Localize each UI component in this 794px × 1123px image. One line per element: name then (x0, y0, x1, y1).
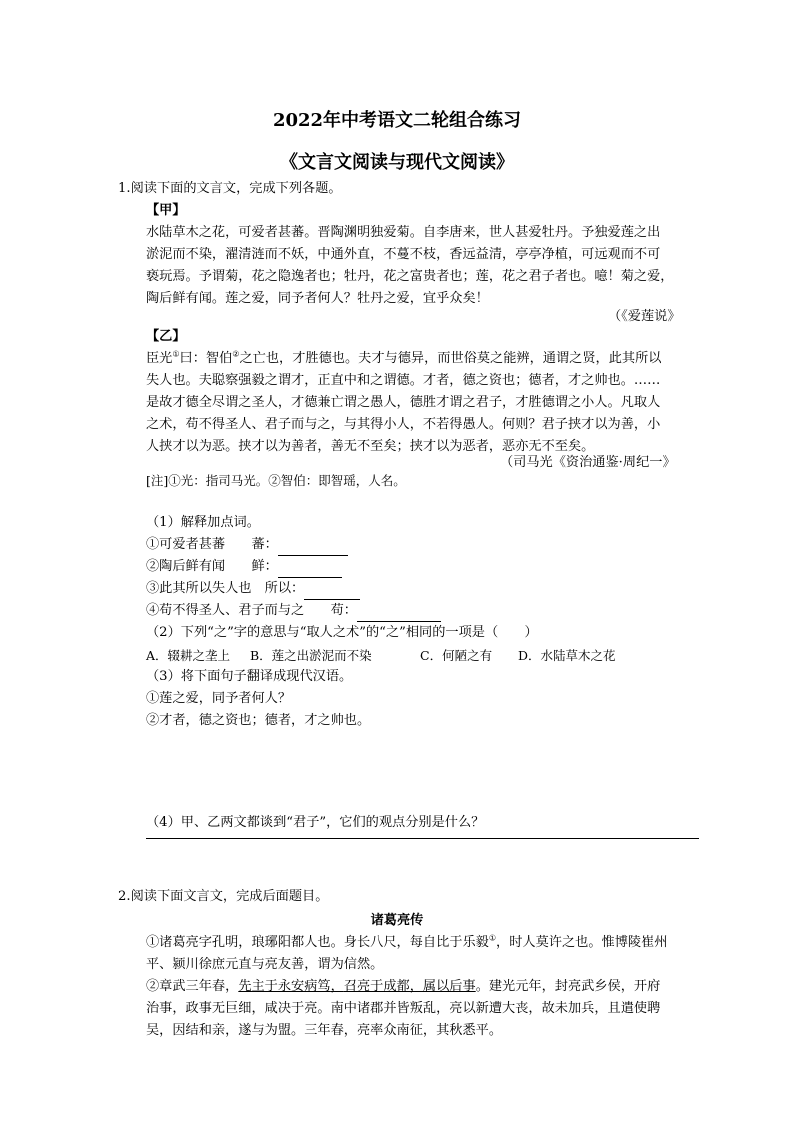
sub3-item: ②才者，德之资也；德者，才之帅也。 (146, 713, 371, 728)
yi-line-1 (146, 348, 661, 370)
footnote-marker: ① (172, 349, 180, 359)
option[interactable]: C．何陋之有 (420, 648, 493, 663)
option[interactable]: B．莲之出淤泥而不染 (250, 648, 372, 663)
jia-line: 亵玩焉。予谓菊，花之隐逸者也；牡丹，花之富贵者也；莲，花之君子者也。噫！菊之爱， (146, 269, 674, 284)
underlined-phrase: 先主于永安病笃 (238, 979, 331, 994)
document-subtitle: 《文言文阅读与现代文阅读》 (280, 152, 514, 173)
passage-title: 诸葛亮传 (370, 913, 424, 928)
sub1-item (146, 578, 360, 600)
q1-prompt: 1.阅读下面的文言文，完成下列各题。 (118, 181, 342, 196)
q2-text: ，时人莫许之也。惟博陵崔州 (496, 935, 668, 950)
jia-label: 【甲】 (146, 203, 186, 218)
jia-line: 陶后鲜有闻。莲之爱，同予者何人？牡丹之爱，宜乎众矣！ (146, 291, 489, 306)
q2-line-1 (146, 932, 667, 954)
document-title: 2022年中考语文二轮组合练习 (272, 110, 522, 131)
answer-line[interactable] (146, 838, 699, 839)
q2-text: ②章武三年春， (146, 979, 239, 994)
jia-source: （《爱莲说》 (608, 309, 681, 324)
answer-blank[interactable] (357, 607, 441, 622)
yi-line: 之术，苟不得圣人、君子而与之，与其得小人，不若得愚人。何则？君子挟才以为善，小 (146, 417, 661, 432)
q2-line-3 (146, 976, 660, 998)
sub3-prompt: （3）将下面句子翻译成现代汉语。 (146, 669, 353, 684)
yi-text: 臣光 (146, 351, 173, 366)
sub1-item (146, 556, 342, 578)
sub2-prompt: （2）下列“之”字的意思与“取人之术”的“之”相同的一项是（ ） (146, 625, 538, 640)
underlined-comma: ， (330, 979, 344, 994)
answer-blank[interactable] (278, 541, 348, 556)
yi-text: 曰：智伯 (179, 351, 233, 366)
footnote-marker: ② (232, 349, 240, 359)
yi-line: 失人也。夫聪察强毅之谓才，正直中和之谓德。才者，德之资也；德者，才之帅也。…… (146, 373, 661, 388)
sub1-item-text: ①可爱者甚蕃 蕃： (146, 537, 278, 552)
q2-text: 。建光元年，封亮武乡侯，开府 (475, 979, 661, 994)
sub1-item-text: ③此其所以失人也 所以： (146, 581, 305, 596)
yi-source: （司马光《资治通鉴·周纪一》 (500, 455, 676, 470)
option[interactable]: D．水陆草木之花 (518, 648, 616, 663)
q2-prompt: 2.阅读下面文言文，完成后面题目。 (118, 889, 329, 904)
sub1-item-text: ②陶后鲜有闻 鲜： (146, 559, 278, 574)
q2-line: 治事，政事无巨细，咸决于亮。南中诸郡并皆叛乱，亮以新遭大丧，故未加兵，且遣使聘 (146, 1001, 661, 1016)
jia-line: 淤泥而不染，濯清涟而不妖，中通外直，不蔓不枝，香远益清，亭亭净植，可远观而不可 (146, 247, 661, 262)
footnote: [注]①光：指司马光。②智伯：即智瑶，人名。 (146, 473, 406, 488)
yi-text: 之亡也，才胜德也。夫才与德异，而世俗莫之能辨，通谓之贤，此其所以 (239, 351, 662, 366)
jia-line: 水陆草木之花，可爱者甚蕃。晋陶渊明独爱菊。自李唐来，世人甚爱牡丹。予独爱莲之出 (146, 225, 661, 240)
sub4-prompt: （4）甲、乙两文都谈到“君子”，它们的观点分别是什么？ (146, 815, 485, 830)
footnote-marker: ① (488, 933, 497, 943)
sub1-item (146, 534, 348, 556)
sub1-prompt: （1）解释加点词。 (146, 515, 260, 530)
yi-line: 人挟才以为恶。挟才以为善者，善无不至矣；挟才以为恶者，恶亦无不至矣。 (146, 439, 595, 454)
q2-text: ①诸葛亮字孔明，琅琊阳都人也。身长八尺，每自比于乐毅 (146, 935, 489, 950)
option[interactable]: A．辍耕之垄上 (146, 648, 231, 663)
answer-blank[interactable] (278, 563, 342, 578)
q2-line: 平、颍川徐庶元直与亮友善，谓为信然。 (146, 957, 384, 972)
sub3-item: ①莲之爱，同予者何人？ (146, 691, 292, 706)
answer-blank[interactable] (304, 585, 360, 600)
sub1-item (146, 600, 441, 622)
sub1-item-text: ④苟不得圣人、君子而与之 苟： (146, 603, 357, 618)
underlined-phrase: 召亮于成都，属以后事 (343, 979, 476, 994)
yi-line: 是故才德全尽谓之圣人，才德兼亡谓之愚人，德胜才谓之君子，才胜德谓之小人。凡取人 (146, 395, 661, 410)
q2-line: 吴，因结和亲，遂与为盟。三年春，亮率众南征，其秋悉平。 (146, 1023, 503, 1038)
yi-label: 【乙】 (146, 329, 186, 344)
